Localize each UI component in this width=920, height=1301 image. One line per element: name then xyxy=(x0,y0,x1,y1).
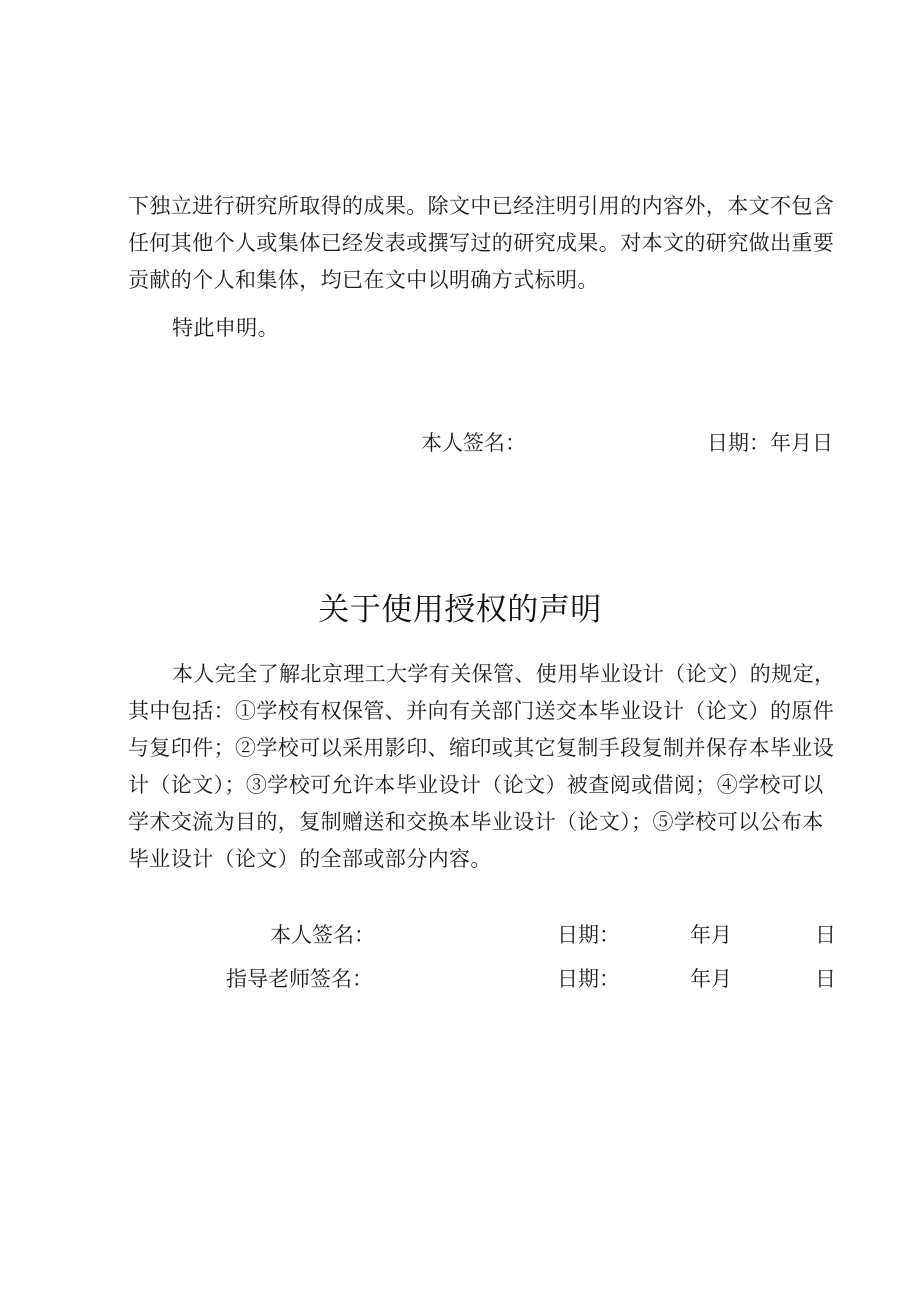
student-year-month-label: 年月 xyxy=(690,923,732,947)
authorization-line-6: 毕业设计（论文）的全部或部分内容。 xyxy=(128,847,492,871)
authorization-line-3: 与复印件；②学校可以采用影印、缩印或其它复制手段复制并保存本毕业设 xyxy=(128,736,835,760)
originality-signature-label: 本人签名： xyxy=(421,431,526,455)
originality-closing: 特此申明。 xyxy=(172,316,279,340)
originality-date-label: 日期：年月日 xyxy=(707,431,833,455)
advisor-signature-label: 指导老师签名： xyxy=(226,967,373,991)
originality-statement-body xyxy=(128,188,848,299)
authorization-line-4: 计（论文）；③学校可允许本毕业设计（论文）被查阅或借阅；④学校可以 xyxy=(128,773,824,797)
authorization-line-2: 其中包括：①学校有权保管、并向有关部门送交本毕业设计（论文）的原件 xyxy=(128,699,835,723)
originality-line-2: 任何其他个人或集体已经发表或撰写过的研究成果。对本文的研究做出重要 xyxy=(128,231,835,255)
originality-line-3: 贡献的个人和集体，均已在文中以明确方式标明。 xyxy=(128,268,599,292)
originality-line-1: 下独立进行研究所取得的成果。除文中已经注明引用的内容外，本文不包含 xyxy=(128,194,835,218)
advisor-date-label: 日期： xyxy=(557,967,620,991)
student-date-label: 日期： xyxy=(557,923,620,947)
authorization-line-5: 学术交流为目的，复制赠送和交换本毕业设计（论文）；⑤学校可以公布本 xyxy=(128,810,824,834)
advisor-day-label: 日 xyxy=(815,967,836,991)
authorization-title: 关于使用授权的声明 xyxy=(318,592,602,628)
student-signature-label: 本人签名： xyxy=(270,923,375,947)
authorization-statement-body xyxy=(128,656,848,878)
student-day-label: 日 xyxy=(815,923,836,947)
authorization-line-1: 本人完全了解北京理工大学有关保管、使用毕业设计（论文）的规定， xyxy=(172,662,836,686)
advisor-year-month-label: 年月 xyxy=(690,967,732,991)
